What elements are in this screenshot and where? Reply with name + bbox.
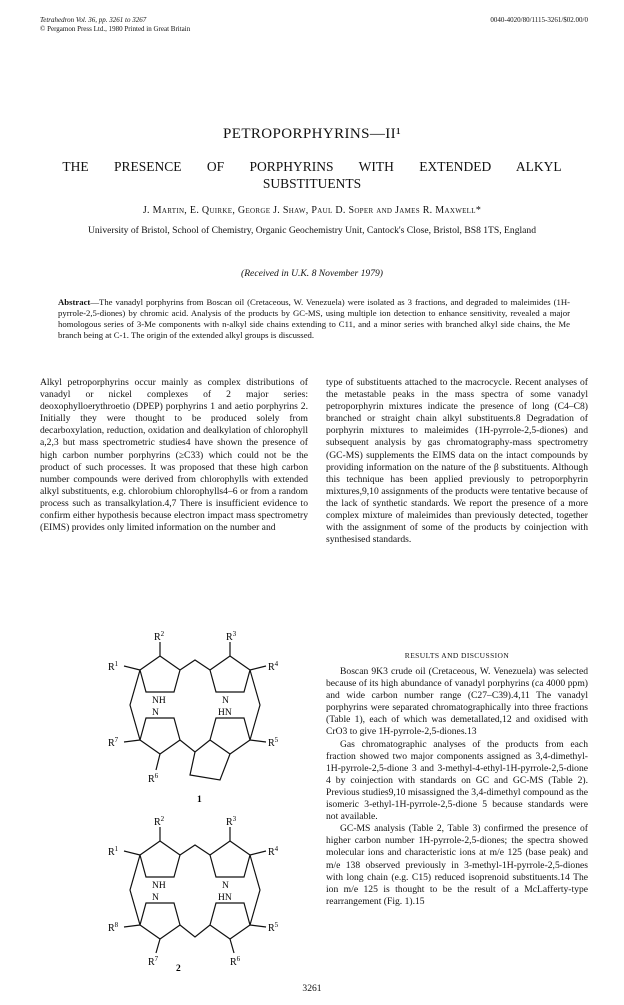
svg-text:R5 [268,736,279,749]
results-column [326,666,588,908]
s2-R4: R [268,847,275,858]
s1-sup4: 4 [274,660,279,668]
s1-N1: N [222,696,229,706]
abstract-label: Abstract [58,297,91,307]
s1-HN: HN [218,708,232,718]
s1-sup2: 2 [160,630,165,638]
s1-R7: R [108,738,115,749]
structure-2-diagram [90,815,320,975]
abstract-text: —The vanadyl porphyrins from Boscan oil (Cretaceous, W. Venezuela) were isolated as 3 fractions, and degraded to maleimides (1H-pyrrole-2,5-diones) by chromic acid. Analysis of the products by GC-MS, using multiple ion detection to enhance sensitivity, revealed a major homologous series of 3-Me components with n-alkyl side chains extending to C11, and a minor series with branched alkyl side chains, the Me branch being at C-1. The origin of the extended alkyl groups is discussed. [58,297,570,340]
s2-sup3: 3 [232,815,237,823]
s1-NH: NH [152,696,166,706]
s1-sup5: 5 [274,736,279,744]
section-heading: RESULTS AND DISCUSSION [404,651,510,660]
s2-R6: R [230,957,237,968]
svg-text:R6 [230,955,241,968]
svg-text:R7 [108,736,119,749]
svg-text:R1 [108,660,119,673]
s2-R1: R [108,847,115,858]
s2-sup4: 4 [274,845,279,853]
s1-R2: R [154,632,161,643]
s1-sup3: 3 [232,630,237,638]
structure-1-diagram [90,630,320,805]
s2-sup1: 1 [114,845,119,853]
s2-N1: N [222,881,229,891]
results-paragraph-1: Boscan 9K3 crude oil (Cretaceous, W. Venezuela) was selected because of its high abundance of vanadyl porphyrins (ca 4000 ppm) and wide carbon number range (C27–C39).4,11 The vanadyl porphyrins were separated chromatographically into three fractions (Table 1), each of which was demetallated,12 and oxidised with CrO3 to give 1H-pyrrole-2,5-diones.13 [326,666,588,738]
svg-text:R1 [108,845,119,858]
paper-subtitle: THE PRESENCE OF PORPHYRINS WITH EXTENDED ALKYL SUBSTITUENTS [62,159,562,191]
intro-right-column [326,377,588,546]
intro-left-column [40,377,308,534]
s2-R8: R [108,923,115,934]
page-number: 3261 [302,983,322,994]
svg-text:R2 [154,630,165,643]
s2-HN: HN [218,893,232,903]
s1-R5: R [268,738,275,749]
received-date: (Received in U.K. 8 November 1979) [241,268,383,279]
s2-R7: R [148,957,155,968]
svg-text:R7 [148,955,159,968]
s1-sup1: 1 [114,660,119,668]
s1-R3: R [226,632,233,643]
journal-line-1: Tetrahedron Vol. 36, pp. 3261 to 3267 [40,16,147,24]
journal-citation [40,16,300,34]
abstract [58,297,570,341]
intro-paragraph-right: type of substituents attached to the macrocycle. Recent analyses of the metastable peaks in the mass spectra of some vanadyl petroporphyrin mixtures indicate the presence of long (C4–C8) branched or straight chain alkyl substituents.8 Degradation of porphyrin mixtures to maleimides (1H-pyrrole-2,5-diones) and subsequent analysis by gas chromatography-mass spectrometry (GC-MS) supplements the EIMS data on the intact compounds by providing information on the nature of the β substituents. Although this technique has been applied previously to petroporphyrin mixtures,9,10 assignments of the products were tentative because of the lack of synthetic standards. We report the presence of a more complex mixture of maleimides than previously detected, together with the assignment of some of the products by coinjection with synthesised standards. [326,377,588,546]
svg-text:R3 [226,630,237,643]
results-paragraph-2: Gas chromatographic analyses of the products from each fraction showed two major components assigned as 3,4-dimethyl-1H-pyrrole-2,5-dione 3 and 3-methyl-4-ethyl-1H-pyrrole-2,5-dione 4 by coinjection with standards on GC and GC-MS (Table 2). Previous studies9,10 misassigned the 3,4-dimethyl compound as the isomeric 3-ethyl-1H-pyrrole-2,5-dione 5 because standards were not available. [326,738,588,823]
svg-text:R2 [154,815,165,828]
svg-text:R4 [268,845,279,858]
s2-sup5: 5 [274,921,279,929]
s2-sup6: 6 [236,955,241,963]
structure-2-label: 2 [176,964,181,974]
s2-sup2: 2 [160,815,165,823]
structure-1-label: 1 [197,795,202,805]
svg-text:R8 [108,921,119,934]
s2-sup8: 8 [114,921,119,929]
s2-R5: R [268,923,275,934]
affiliation: University of Bristol, School of Chemistry, Organic Geochemistry Unit, Cantock's Close, Bristol, BS8 1TS, England [87,225,537,236]
intro-paragraph-left: Alkyl petroporphyrins occur mainly as complex distributions of vanadyl or nickel complexes of 2 major series: deoxophylloerythroetio (DPEP) porphyrins 1 and aetio porphyrins 2. Initially they were thought to be produced solely from decarboxylation, reduction, oxidation and dealkylation of chlorophyll a,2,3 but mass spectrometric studies4 have shown the presence of high carbon number porphyrins (≥C33) which could not be the product of such processes. It was proposed that these high carbon number compounds were derived from chlorophylls with extended alkyl substituents, e.g. chlorobium chlorophylls4–6 or from a random process such as transalkylation.4,7 There is insufficient evidence to confirm either hypothesis because electron impact mass spectrometry (EIMS) provides only limited information on the number and [40,377,308,534]
s2-R3: R [226,817,233,828]
journal-line-2: © Pergamon Press Ltd., 1980 Printed in Great Britain [40,25,191,33]
s2-sup7: 7 [154,955,159,963]
s2-N2: N [152,893,159,903]
results-paragraph-3: GC-MS analysis (Table 2, Table 3) confirmed the presence of higher carbon number 1H-pyrrole-2,5-diones; the spectra showed molecular ions and characteristic ions at m/e 125 (base peak) and m/e 138 observed previously in 3-methyl-1H-pyrrole-2,5-diones with long chain (e.g. C15) reduced isoprenoid substituents.14 The ion m/e 125 is thought to be the result of a McLafferty-type rearrangement (Fig. 1).15 [326,823,588,907]
s1-sup6: 6 [154,772,159,780]
s1-R4: R [268,662,275,673]
s1-R6: R [148,774,155,785]
s2-NH: NH [152,881,166,891]
s2-R2: R [154,817,161,828]
s1-N2: N [152,708,159,718]
svg-text:R6 [148,772,159,785]
svg-text:R5 [268,921,279,934]
s1-sup7: 7 [114,736,119,744]
svg-text:R3 [226,815,237,828]
authors: J. Martin, E. Quirke, George J. Shaw, Paul D. Soper and James R. Maxwell* [142,205,482,216]
article-code: 0040-4020/80/1115-3261/$02.00/0 [490,16,588,24]
s1-R1: R [108,662,115,673]
paper-title: PETROPORPHYRINS—II¹ [223,126,401,142]
svg-text:R4 [268,660,279,673]
